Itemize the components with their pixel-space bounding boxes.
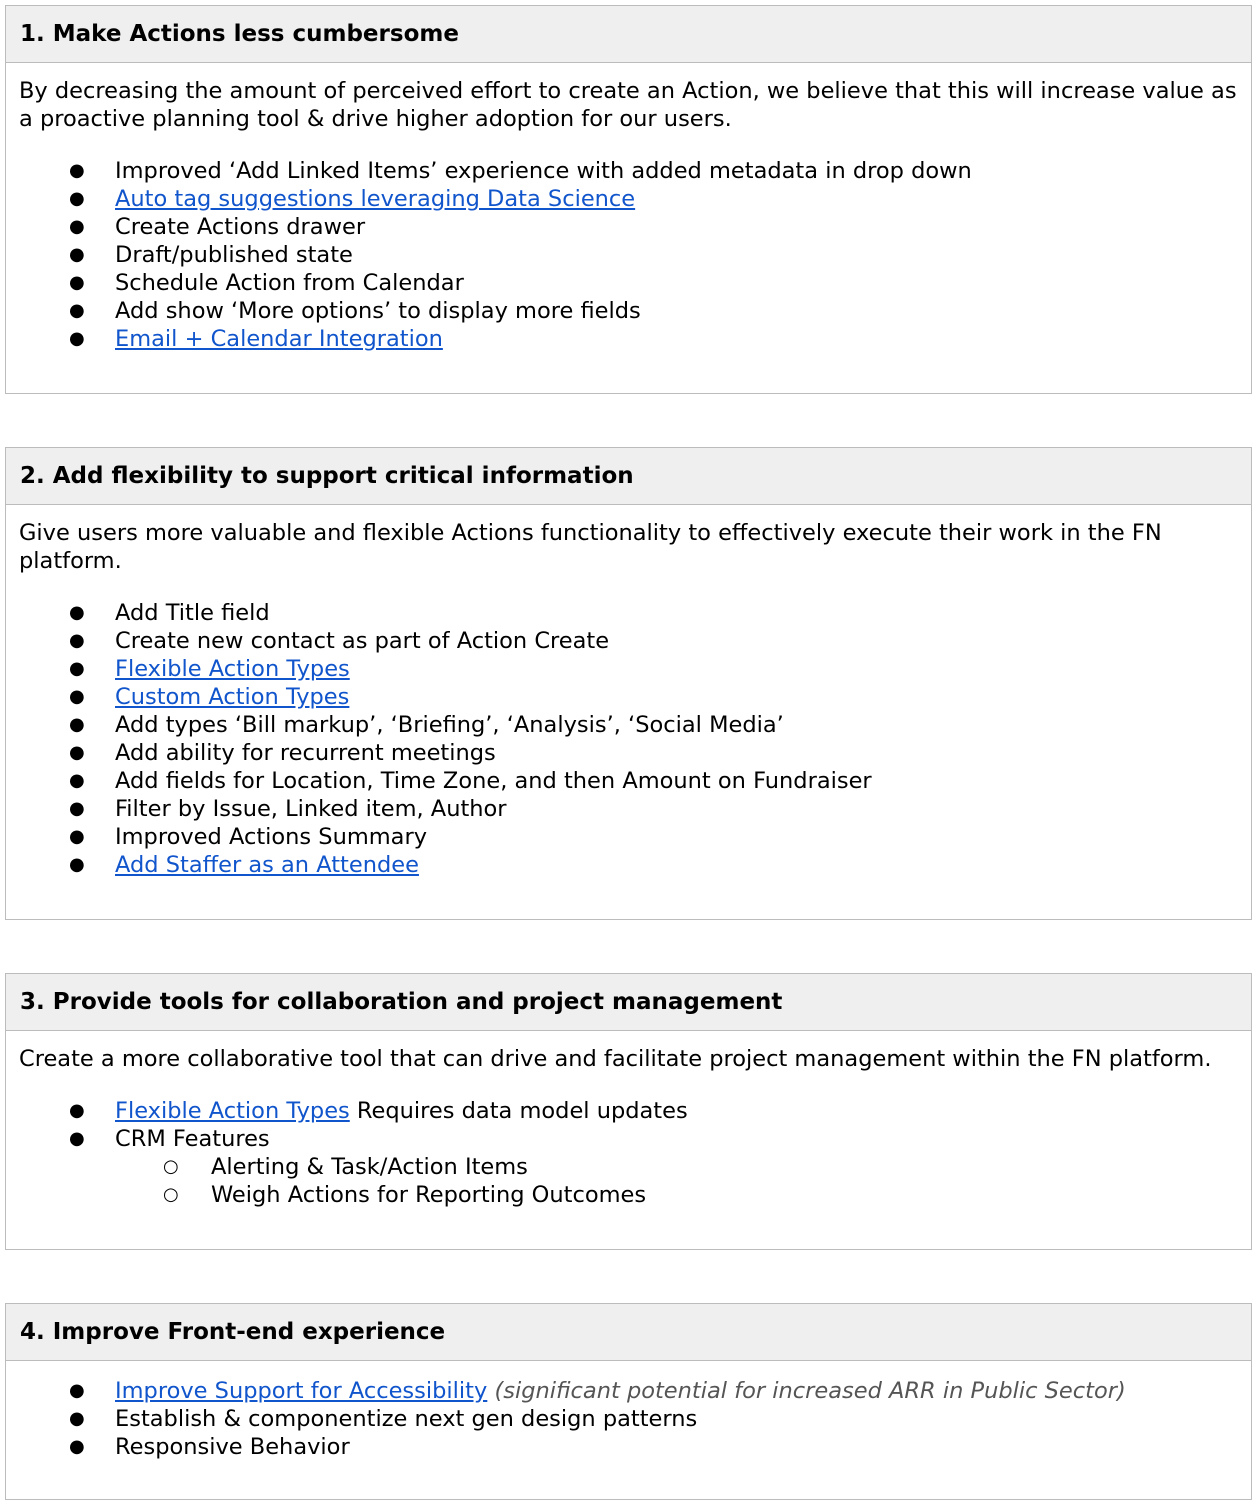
bullet-icon: ●: [69, 1436, 85, 1457]
bullet-icon: ●: [69, 188, 85, 209]
bullet-icon: ●: [69, 854, 85, 875]
bullet-icon: ●: [69, 1408, 85, 1429]
section-1-card: [5, 5, 1252, 394]
custom-action-types-link[interactable]: Custom Action Types: [115, 684, 350, 710]
section-3-card: [5, 973, 1252, 1250]
section-2-header: [6, 448, 1251, 505]
bullet-icon: ●: [69, 658, 85, 679]
flexible-action-types-link[interactable]: Flexible Action Types: [115, 1098, 350, 1124]
sub-list-item: ○ Alerting & Task/Action Items: [163, 1154, 528, 1180]
bullet-icon: ●: [69, 1380, 85, 1401]
section-2-title: Add flexibility to support critical information: [52, 463, 634, 489]
improve-accessibility-link[interactable]: Improve Support for Accessibility: [115, 1378, 488, 1404]
flexible-action-types-link[interactable]: Flexible Action Types: [115, 656, 350, 682]
section-2-number: 2.: [20, 463, 45, 489]
bullet-icon: ●: [69, 272, 85, 293]
list-item: ● Add show ‘More options’ to display more fields: [69, 298, 641, 324]
list-item: ● Establish & componentize next gen design patterns: [69, 1406, 698, 1432]
list-item: [19, 851, 1238, 879]
auto-tag-suggestions-link[interactable]: Auto tag suggestions leveraging Data Science: [115, 186, 636, 212]
bullet-icon: ●: [69, 1128, 85, 1149]
list-item: ● Add Title field: [69, 600, 270, 626]
bullet-icon: ●: [69, 244, 85, 265]
section-2-list: [19, 599, 1238, 879]
hollow-bullet-icon: ○: [163, 1184, 179, 1205]
section-1-list: [19, 157, 1238, 353]
bullet-icon: ●: [69, 216, 85, 237]
section-4-number: 4.: [20, 1319, 45, 1345]
section-2-card: [5, 447, 1252, 920]
section-3-header: [6, 974, 1251, 1031]
list-item: ● Filter by Issue, Linked item, Author: [69, 796, 507, 822]
section-4-list: [19, 1377, 1238, 1461]
list-item: [19, 683, 1238, 711]
add-staffer-attendee-link[interactable]: Add Staffer as an Attendee: [115, 852, 419, 878]
list-item: ● CRM Features ○ Alerting & Task/Action Items ○ Weigh Actions for Reporting Outcomes: [19, 1125, 1238, 1209]
section-3-list: [19, 1097, 1238, 1209]
crm-features-sublist: [115, 1153, 1238, 1209]
list-item: ● Flexible Action Types Requires data model updates: [69, 1098, 688, 1124]
bullet-icon: ●: [69, 328, 85, 349]
email-calendar-integration-link[interactable]: Email + Calendar Integration: [115, 326, 443, 352]
bullet-icon: ●: [69, 714, 85, 735]
bullet-icon: ●: [69, 826, 85, 847]
section-2-description: Give users more valuable and flexible Actions functionality to effectively execute their work in the FN platform.: [19, 520, 1162, 574]
section-3-description: Create a more collaborative tool that can drive and facilitate project management within the FN platform.: [19, 1046, 1212, 1072]
list-item: [19, 1377, 1238, 1405]
section-1-description: By decreasing the amount of perceived effort to create an Action, we believe that this will increase value as a proactive planning tool & drive higher adoption for our users.: [19, 78, 1237, 132]
list-item: ● Improved ‘Add Linked Items’ experience with added metadata in drop down: [69, 158, 972, 184]
section-4-title: Improve Front-end experience: [52, 1319, 446, 1345]
list-item: ● Add ability for recurrent meetings: [69, 740, 496, 766]
bullet-icon: ●: [69, 1100, 85, 1121]
section-4-header: [6, 1304, 1251, 1361]
bullet-icon: ●: [69, 602, 85, 623]
section-1-number: 1.: [20, 21, 45, 47]
hollow-bullet-icon: ○: [163, 1156, 179, 1177]
section-4-card: [5, 1303, 1252, 1500]
section-1-header: [6, 6, 1251, 63]
list-item: ● Create new contact as part of Action Create: [69, 628, 610, 654]
bullet-icon: ●: [69, 300, 85, 321]
bullet-icon: ●: [69, 160, 85, 181]
section-3-number: 3.: [20, 989, 45, 1015]
list-item: [19, 655, 1238, 683]
list-item: ● Improved Actions Summary: [69, 824, 428, 850]
list-item: [19, 185, 1238, 213]
section-3-title: Provide tools for collaboration and project management: [52, 989, 783, 1015]
bullet-icon: ●: [69, 770, 85, 791]
section-1-title: Make Actions less cumbersome: [52, 21, 459, 47]
list-item: ● Add types ‘Bill markup’, ‘Briefing’, ‘Analysis’, ‘Social Media’: [69, 712, 784, 738]
bullet-icon: ●: [69, 798, 85, 819]
bullet-icon: ●: [69, 630, 85, 651]
list-item: ● Schedule Action from Calendar: [69, 270, 464, 296]
list-item: ● Draft/published state: [69, 242, 353, 268]
bullet-icon: ●: [69, 742, 85, 763]
accessibility-note: (significant potential for increased ARR in Public Sector): [494, 1378, 1126, 1404]
list-item: ● Add fields for Location, Time Zone, and then Amount on Fundraiser: [69, 768, 872, 794]
list-item: ● Responsive Behavior: [69, 1434, 350, 1460]
list-item: ● Create Actions drawer: [69, 214, 366, 240]
list-item: [19, 325, 1238, 353]
sub-list-item: ○ Weigh Actions for Reporting Outcomes: [163, 1182, 647, 1208]
bullet-icon: ●: [69, 686, 85, 707]
